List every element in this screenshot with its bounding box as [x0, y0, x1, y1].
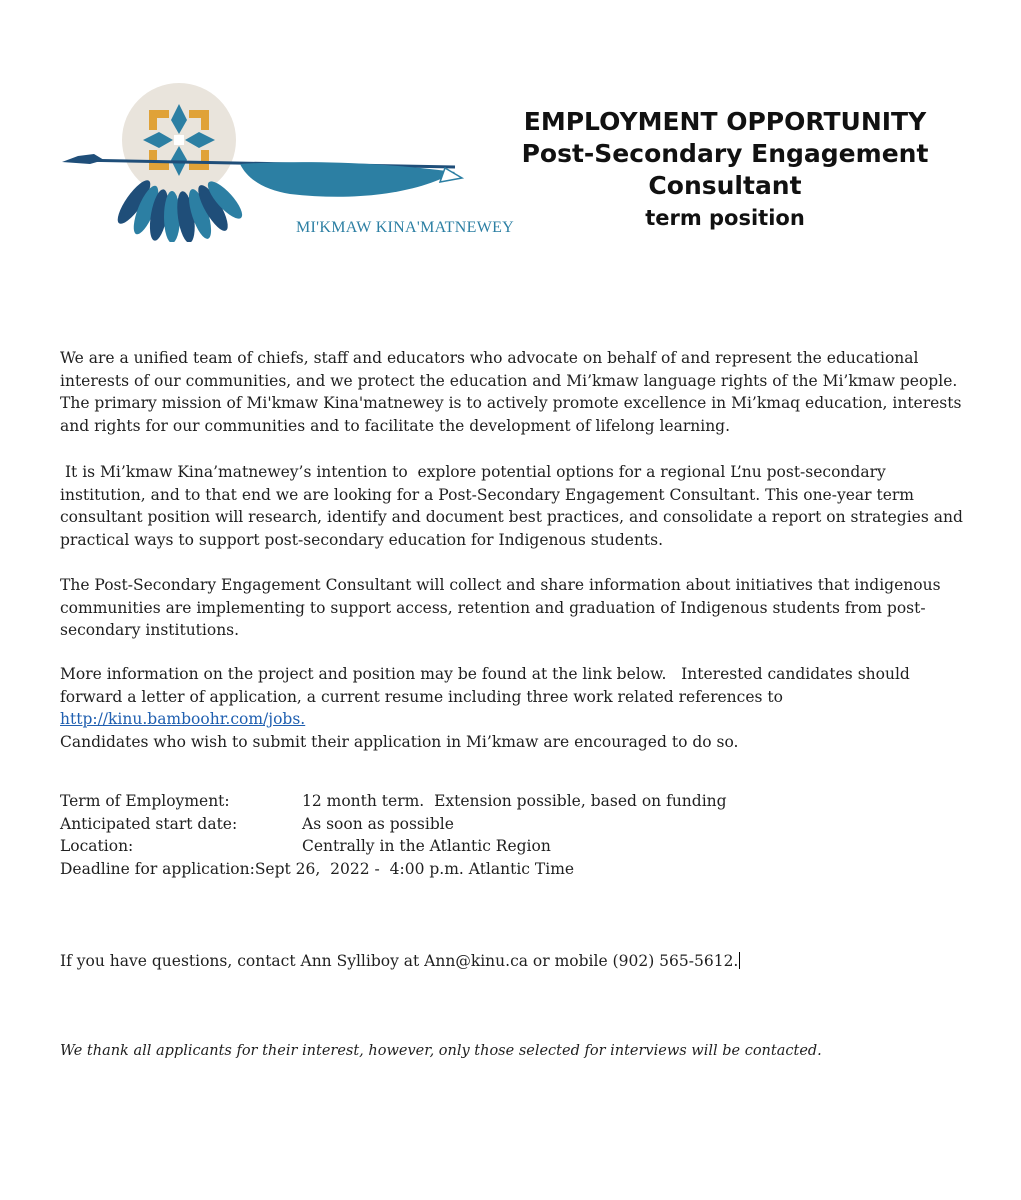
- closing-note: We thank all applicants for their interest, however, only those selected for interviews will be contacted.: [60, 1043, 822, 1059]
- paragraph-how-to-apply: [60, 663, 970, 753]
- bird-head-icon: [62, 154, 104, 164]
- detail-value: Centrally in the Atlantic Region: [302, 837, 551, 855]
- jobs-link[interactable]: http://kinu.bamboohr.com/jobs.: [60, 710, 306, 728]
- eight-point-star-icon: [143, 104, 215, 176]
- detail-row-location: [60, 835, 727, 858]
- detail-label: Location:: [60, 837, 134, 855]
- detail-value: As soon as possible: [302, 814, 454, 833]
- paragraph-role: The Post-Secondary Engagement Consultant will collect and share information about initiatives that indigenous communities are implementing to support access, retention and graduation of Indigenous students from post-secondary institutions.: [60, 576, 941, 639]
- detail-row-deadline: [60, 858, 727, 881]
- detail-label: Deadline for application:: [60, 859, 255, 878]
- detail-row-term: [60, 790, 727, 813]
- detail-label: Term of Employment:: [60, 792, 230, 810]
- paragraph-intention: It is Mi’kmaw Kina’matnewey’s intention to explore potential options for a regional L’nu post-secondary institution, and to that end we are looking for a Post-Secondary Engagement Consultant. This one-year term consultant position will research, identify and document best practices, and consolidate a report on strategies and practical ways to support post-secondary education for Indigenous students.: [60, 463, 968, 549]
- mikmaw-application-note: Candidates who wish to submit their application in Mi’kmaw are encouraged to do so.: [60, 732, 739, 751]
- detail-value: 12 month term. Extension possible, based on funding: [302, 792, 727, 810]
- paragraph-mission: We are a unified team of chiefs, staff and educators who advocate on behalf of and represent the educational interests of our communities, and we protect the education and Mi’kmaw language rights of the Mi’kmaw people. The primary mission of Mi'kmaw Kina'matnewey is to actively promote excellence in Mi’kmaq education, interests and rights for our communities and to facilitate the development of lifelong learning.: [60, 349, 962, 435]
- detail-row-start-date: [60, 813, 727, 836]
- title-employment-opportunity: EMPLOYMENT OPPORTUNITY: [523, 107, 927, 136]
- contact-text: If you have questions, contact Ann Sylliboy at Ann@kinu.ca or mobile (902) 565-5612.: [60, 952, 739, 970]
- contact-line: [60, 950, 740, 973]
- apply-text: More information on the project and position may be found at the link below. Interested candidates should forward a letter of application, a current resume including three work related references to: [60, 665, 915, 706]
- logo-graphic: [60, 82, 470, 242]
- title-position-name-cont: Consultant: [648, 171, 802, 200]
- logo-wordmark: MI'KMAW KINA'MATNEWEY: [296, 219, 515, 236]
- organization-logo: [60, 82, 515, 242]
- title-position-name: Post-Secondary Engagement: [521, 139, 929, 168]
- title-term-position: term position: [645, 206, 805, 230]
- employment-details: [60, 790, 727, 880]
- text-cursor: [739, 952, 740, 969]
- detail-label: Anticipated start date:: [60, 814, 238, 833]
- page-title: [500, 106, 950, 234]
- detail-value: Sept 26, 2022 - 4:00 p.m. Atlantic Time: [254, 859, 575, 878]
